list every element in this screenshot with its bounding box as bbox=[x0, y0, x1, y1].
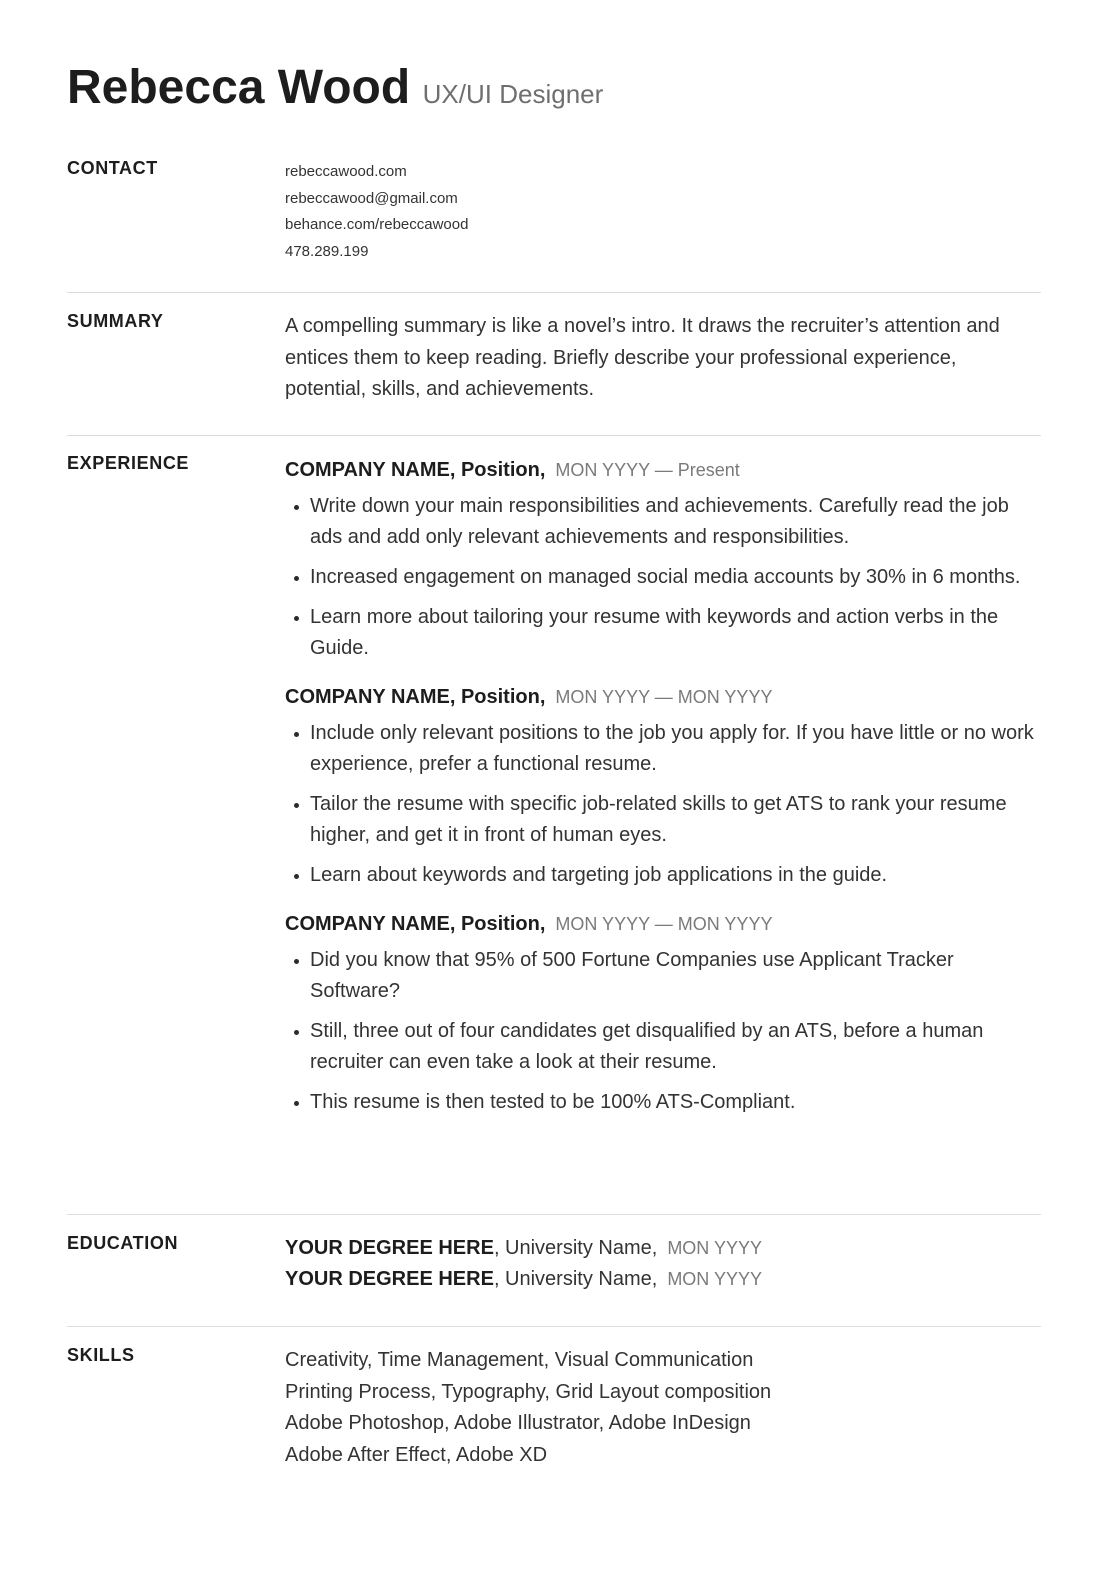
experience-heading: EXPERIENCE bbox=[67, 453, 190, 473]
skills-section bbox=[67, 1345, 1041, 1485]
job-company: COMPANY NAME, Position, bbox=[285, 913, 546, 935]
job-bullet-text: This resume is then tested to be 100% ATS-Compliant. bbox=[310, 1091, 796, 1113]
job-bullet bbox=[285, 860, 1041, 891]
divider bbox=[67, 292, 1041, 293]
contact-heading: CONTACT bbox=[67, 158, 158, 178]
skills-line: Adobe After Effect, Adobe XD bbox=[285, 1443, 548, 1466]
job-bullets bbox=[285, 718, 1041, 891]
job-bullet bbox=[285, 1016, 1041, 1078]
summary-body bbox=[285, 311, 1041, 406]
contact-details bbox=[285, 159, 1041, 265]
education-degree: YOUR DEGREE HERE bbox=[285, 1237, 494, 1259]
divider bbox=[67, 435, 1041, 436]
job-bullets bbox=[285, 491, 1041, 664]
education-heading: EDUCATION bbox=[67, 1233, 179, 1253]
education-degree: YOUR DEGREE HERE bbox=[285, 1268, 494, 1290]
job-dates: MON YYYY — MON YYYY bbox=[555, 914, 773, 934]
candidate-name: Rebecca Wood bbox=[67, 61, 411, 114]
job-bullet bbox=[285, 945, 1041, 1007]
job-bullet-text: Still, three out of four candidates get disqualified by an ATS, before a human recruiter can even take a look at their resume. bbox=[310, 1020, 984, 1073]
job-header bbox=[285, 684, 1041, 710]
job-dates: MON YYYY — Present bbox=[555, 460, 740, 480]
education-body bbox=[285, 1233, 1041, 1295]
job-bullet bbox=[285, 789, 1041, 851]
job-bullet-text: Tailor the resume with specific job-related skills to get ATS to rank your resume higher, and get it in front of human eyes. bbox=[310, 793, 1007, 846]
skills-body bbox=[285, 1345, 1041, 1471]
skills-heading: SKILLS bbox=[67, 1345, 135, 1365]
job-bullet bbox=[285, 562, 1041, 593]
job-company: COMPANY NAME, Position, bbox=[285, 686, 546, 708]
bullet-icon bbox=[294, 576, 299, 581]
education-date: MON YYYY bbox=[667, 1269, 763, 1289]
job-bullet bbox=[285, 491, 1041, 553]
job-header bbox=[285, 911, 1041, 937]
job-bullet bbox=[285, 602, 1041, 664]
contact-behance[interactable]: behance.com/rebeccawood bbox=[285, 216, 469, 233]
education-section bbox=[67, 1233, 1041, 1308]
divider bbox=[67, 1214, 1041, 1215]
education-entry bbox=[285, 1264, 1041, 1295]
education-school: , University Name, bbox=[493, 1268, 658, 1290]
job-bullet-text: Write down your main responsibilities and achievements. Carefully read the job ads and add only relevant achievements and responsibilities. bbox=[310, 495, 1009, 548]
bullet-icon bbox=[294, 616, 299, 621]
bullet-icon bbox=[294, 959, 299, 964]
job-bullet bbox=[285, 718, 1041, 780]
bullet-icon bbox=[294, 732, 299, 737]
summary-text: A compelling summary is like a novel’s intro. It draws the recruiter’s attention and entices them to keep reading. Briefly describe your professional experience, potential, skills, and achievements. bbox=[285, 315, 1000, 400]
summary-section bbox=[67, 311, 1041, 411]
job-bullet-text: Did you know that 95% of 500 Fortune Companies use Applicant Tracker Software? bbox=[310, 949, 954, 1002]
job-bullet-text: Include only relevant positions to the job you apply for. If you have little or no work experience, prefer a functional resume. bbox=[310, 722, 1034, 775]
divider bbox=[67, 1326, 1041, 1327]
education-school: , University Name, bbox=[493, 1237, 658, 1259]
education-entry bbox=[285, 1233, 1041, 1264]
bullet-icon bbox=[294, 505, 299, 510]
summary-heading: SUMMARY bbox=[67, 311, 164, 331]
bullet-icon bbox=[294, 874, 299, 879]
job-dates: MON YYYY — MON YYYY bbox=[555, 687, 773, 707]
bullet-icon bbox=[294, 803, 299, 808]
job-bullet bbox=[285, 1087, 1041, 1118]
contact-phone: 478.289.199 bbox=[285, 242, 369, 260]
job-company: COMPANY NAME, Position, bbox=[285, 459, 546, 481]
bullet-icon bbox=[294, 1030, 299, 1035]
job-header bbox=[285, 457, 1041, 483]
resume-header bbox=[67, 60, 1041, 124]
job-entry bbox=[285, 684, 1041, 891]
contact-section bbox=[67, 158, 1041, 268]
contact-email[interactable]: rebeccawood@gmail.com bbox=[285, 189, 458, 207]
bullet-icon bbox=[294, 1101, 299, 1106]
skills-line: Creativity, Time Management, Visual Communication bbox=[285, 1349, 754, 1371]
job-bullet-text: Learn about keywords and targeting job applications in the guide. bbox=[310, 864, 888, 886]
job-bullet-text: Increased engagement on managed social media accounts by 30% in 6 months. bbox=[310, 566, 1021, 588]
candidate-role: UX/UI Designer bbox=[422, 79, 604, 109]
job-entry bbox=[285, 457, 1041, 664]
skills-line: Adobe Photoshop, Adobe Illustrator, Adobe InDesign bbox=[285, 1412, 751, 1434]
experience-section bbox=[67, 453, 1041, 1193]
job-bullets bbox=[285, 945, 1041, 1118]
skills-line: Printing Process, Typography, Grid Layout composition bbox=[285, 1380, 772, 1403]
job-bullet-text: Learn more about tailoring your resume with keywords and action verbs in the Guide. bbox=[310, 606, 999, 659]
job-entry bbox=[285, 911, 1041, 1118]
education-date: MON YYYY bbox=[667, 1238, 763, 1258]
contact-website[interactable]: rebeccawood.com bbox=[285, 163, 407, 180]
experience-body bbox=[285, 457, 1041, 1138]
